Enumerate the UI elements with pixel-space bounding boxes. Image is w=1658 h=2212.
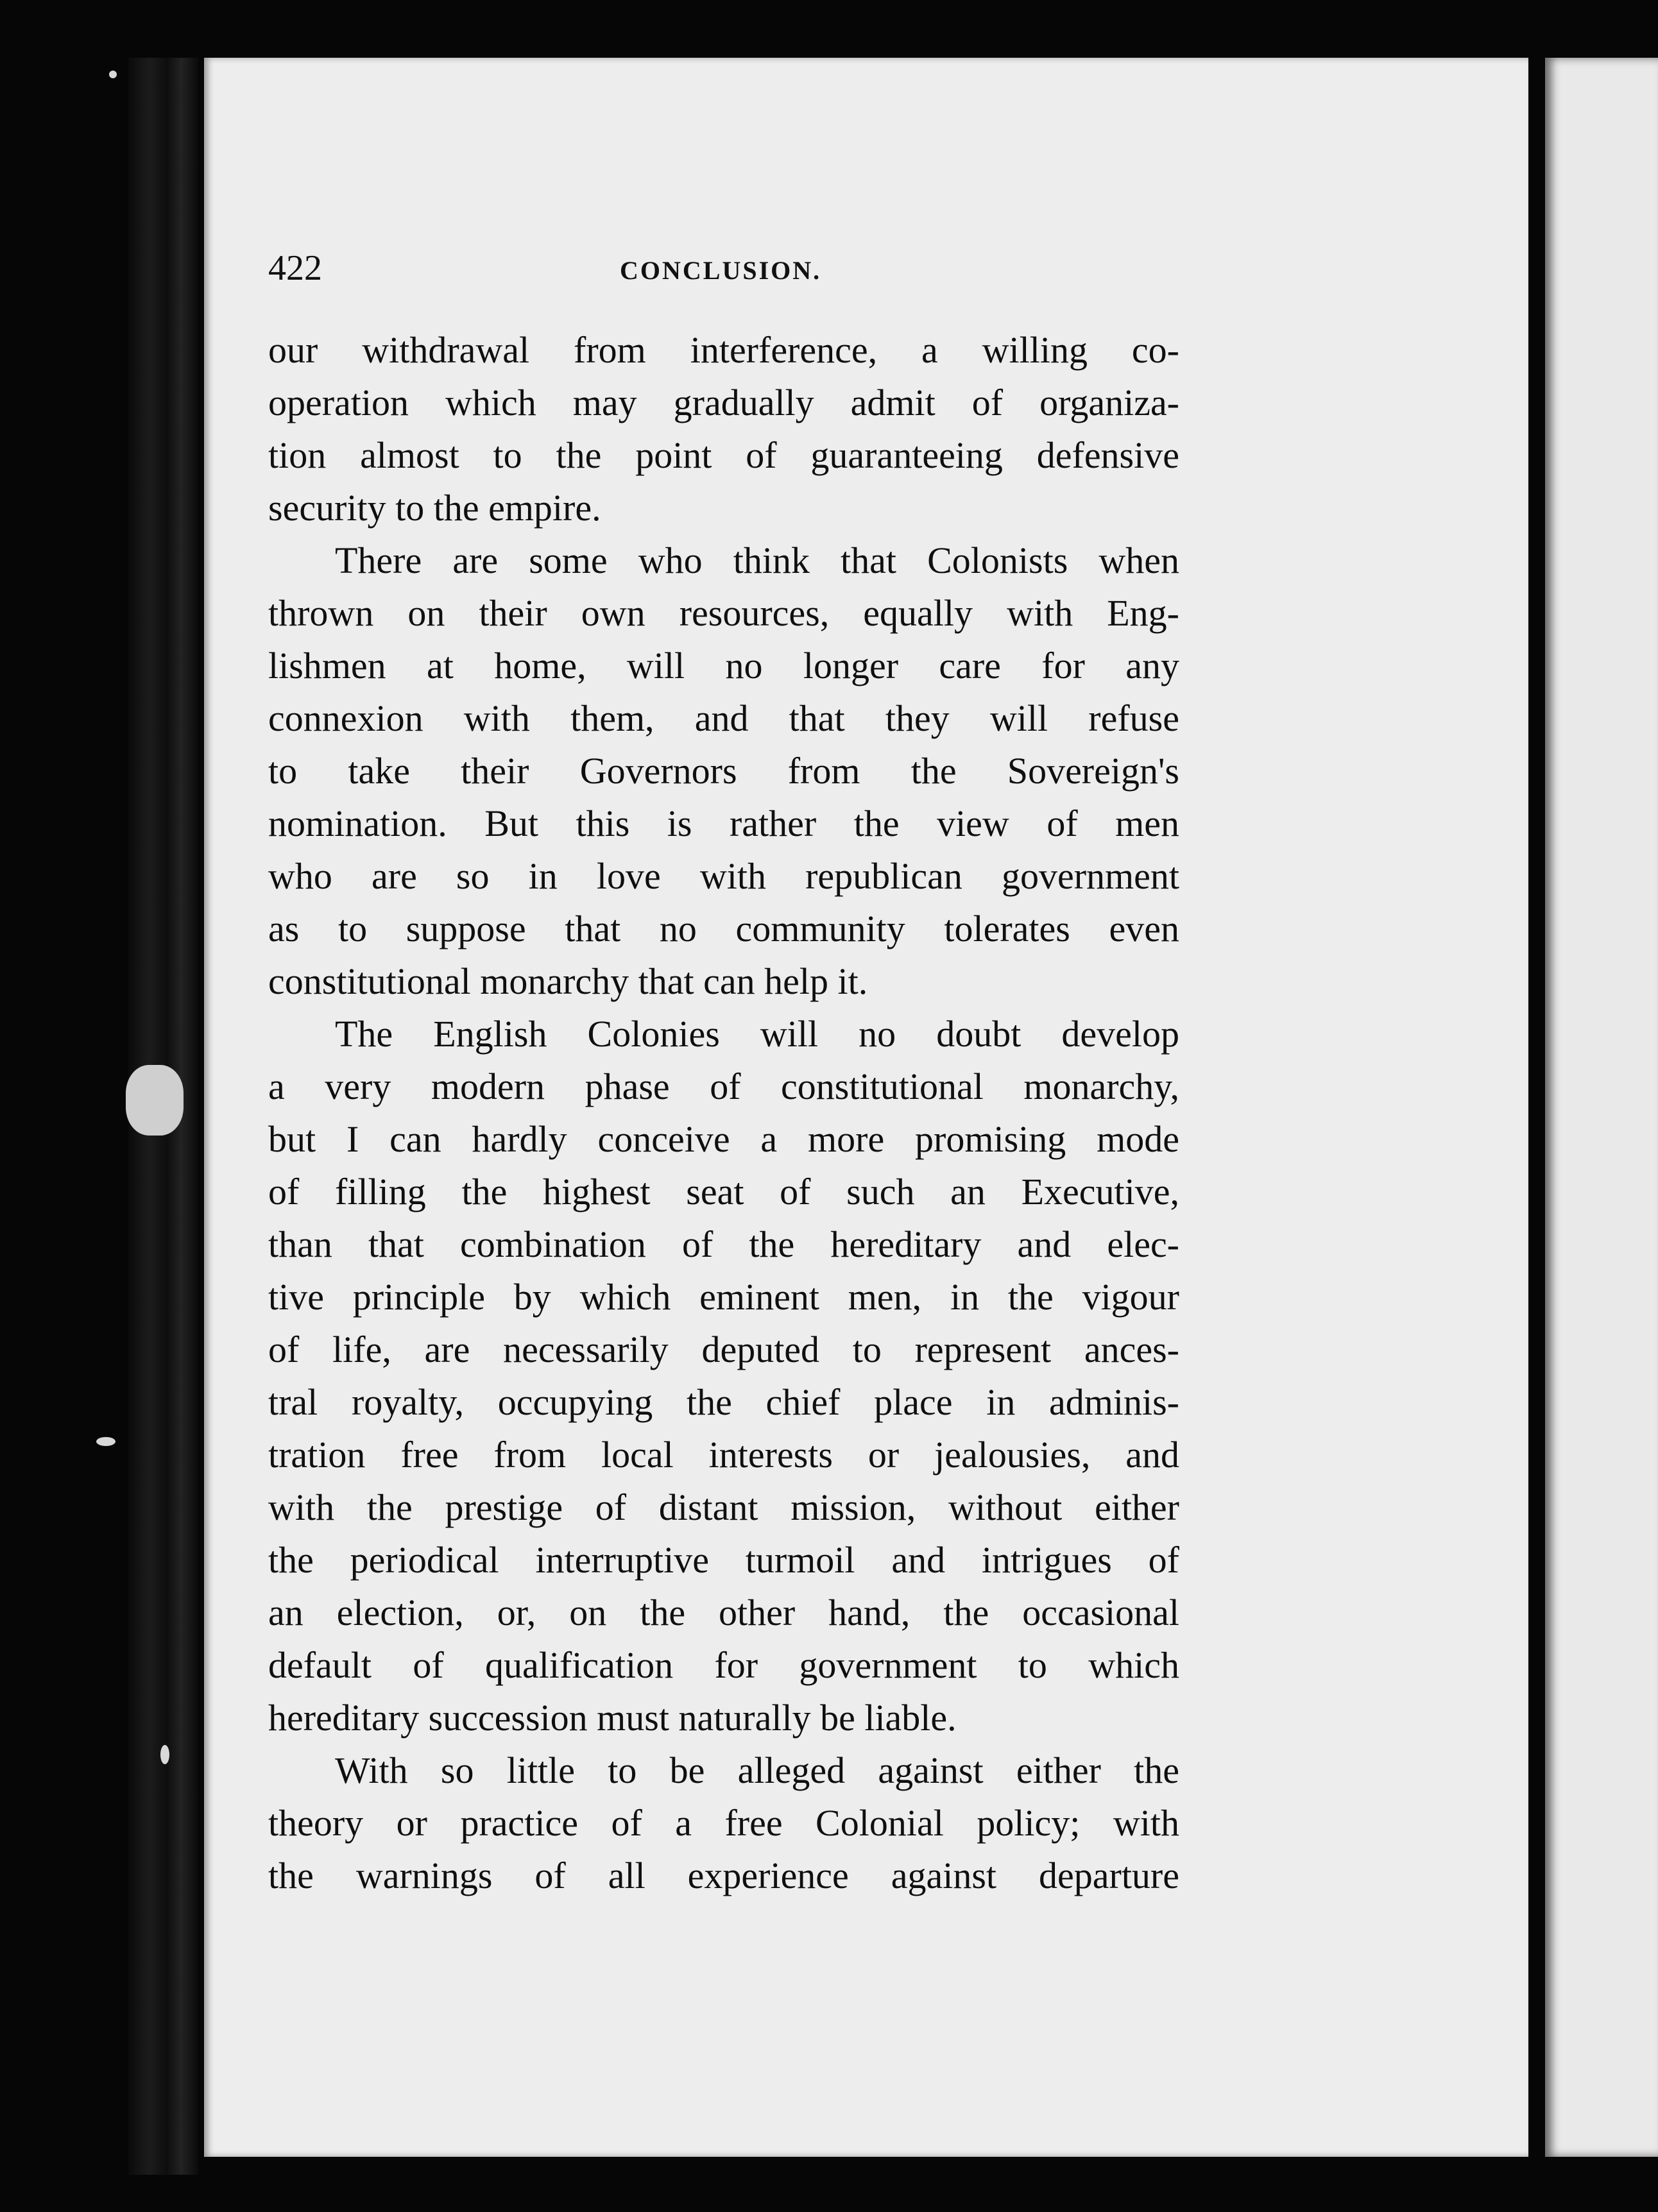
- text-line: of filling the highest seat of such an Executive,: [268, 1171, 1179, 1212]
- text-line: default of qualification for government to which: [268, 1644, 1179, 1686]
- scan-speck: [160, 1745, 169, 1764]
- scan-speck: [96, 1437, 115, 1446]
- text-line: than that combination of the hereditary and elec-: [268, 1223, 1179, 1265]
- text-line: constitutional monarchy that can help it.: [268, 960, 868, 1002]
- text-line: the warnings of all experience against departure: [268, 1855, 1179, 1896]
- text-line: nomination. But this is rather the view of men: [268, 803, 1179, 844]
- scan-speck: [109, 71, 117, 78]
- text-line: an election, or, on the other hand, the occasional: [268, 1592, 1179, 1633]
- text-line: tive principle by which eminent men, in the vigour: [268, 1276, 1179, 1318]
- running-title: CONCLUSION.: [620, 256, 822, 285]
- text-line: connexion with them, and that they will refuse: [268, 697, 1179, 739]
- text-line: of life, are necessarily deputed to represent ances-: [268, 1329, 1179, 1370]
- text-line: with the prestige of distant mission, without either: [268, 1486, 1179, 1528]
- text-line: operation which may gradually admit of organiza-: [268, 382, 1179, 423]
- text-line: the periodical interruptive turmoil and intrigues of: [268, 1539, 1179, 1581]
- paragraph-first-line: The English Colonies will no doubt develop: [335, 1013, 1179, 1055]
- body-text: [268, 324, 1179, 1902]
- text-line: lishmen at home, will no longer care for any: [268, 645, 1179, 686]
- running-head: [268, 242, 1179, 294]
- text-line: tral royalty, occupying the chief place in adminis-: [268, 1381, 1179, 1423]
- text-line: hereditary succession must naturally be liable.: [268, 1697, 957, 1739]
- scan-speck: [126, 1065, 184, 1136]
- text-line: tration free from local interests or jealousies, and: [268, 1434, 1179, 1476]
- text-line: to take their Governors from the Sovereign's: [268, 750, 1179, 792]
- text-line: but I can hardly conceive a more promising mode: [268, 1118, 1179, 1160]
- text-line: theory or practice of a free Colonial policy; with: [268, 1802, 1179, 1844]
- text-line: a very modern phase of constitutional monarchy,: [268, 1066, 1179, 1107]
- facing-page-edge: [1545, 58, 1658, 2157]
- paragraph-first-line: With so little to be alleged against either the: [335, 1749, 1179, 1791]
- paragraph-first-line: There are some who think that Colonists when: [335, 540, 1179, 581]
- page-number: 422: [268, 248, 322, 288]
- text-line: our withdrawal from interference, a willing co-: [268, 329, 1179, 371]
- text-line: tion almost to the point of guaranteeing defensive: [268, 434, 1179, 476]
- text-line: who are so in love with republican government: [268, 855, 1179, 897]
- text-line: as to suppose that no community tolerates even: [268, 908, 1179, 949]
- text-line: security to the empire.: [268, 487, 601, 529]
- text-line: thrown on their own resources, equally with Eng-: [268, 592, 1179, 634]
